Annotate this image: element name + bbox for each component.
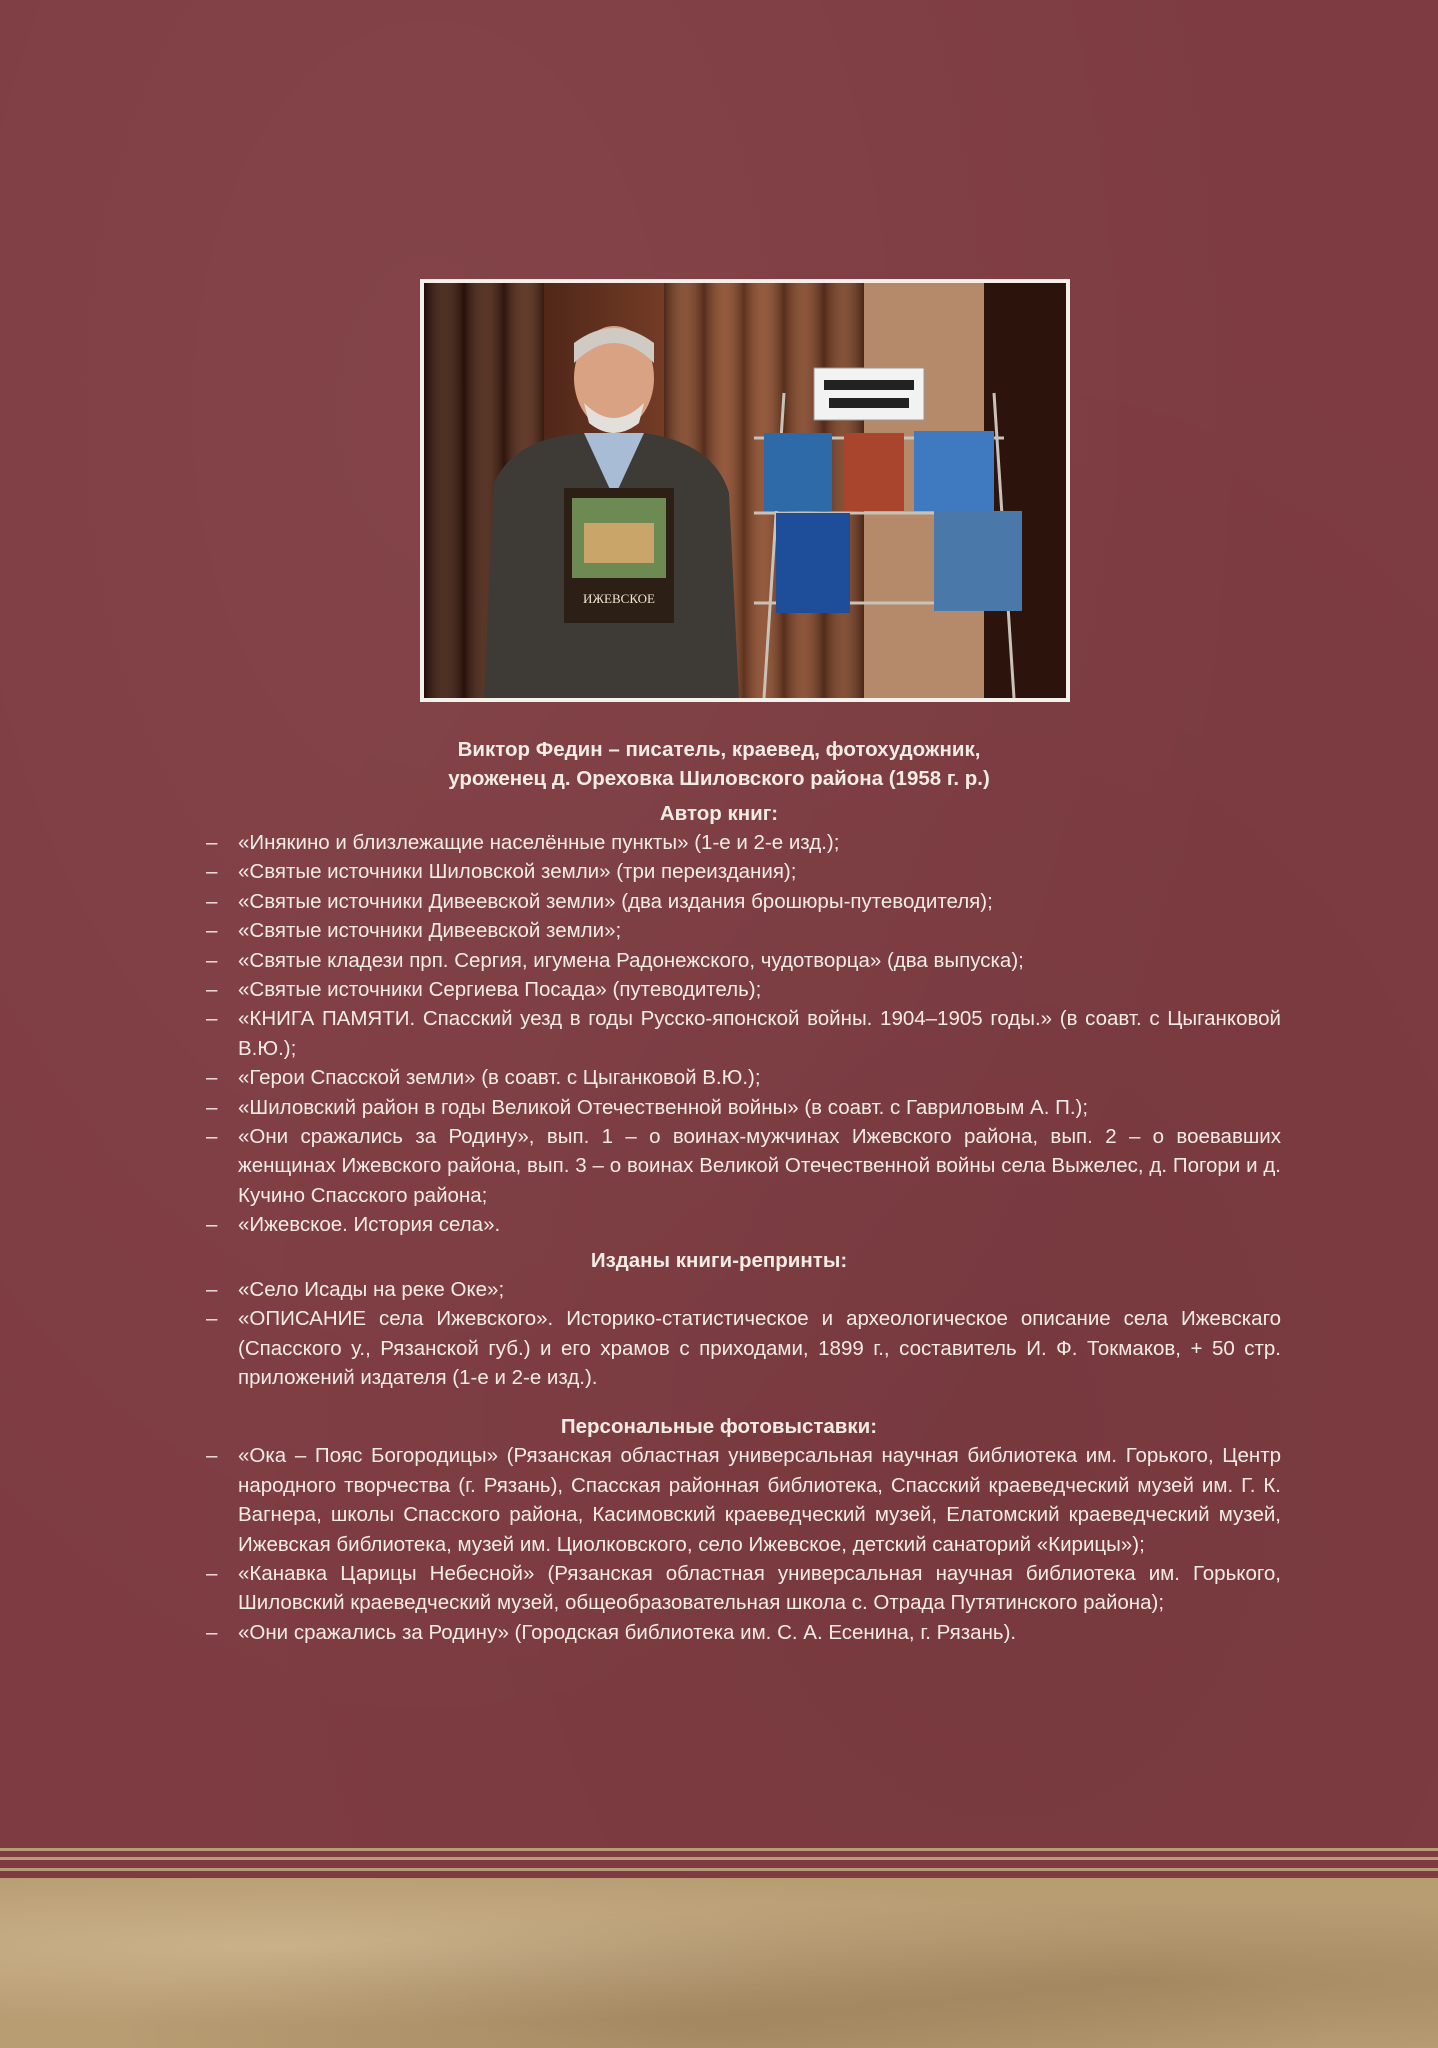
reprints-title: Изданы книги-репринты:: [590, 1248, 848, 1272]
author-photo-illustration: [424, 283, 1066, 698]
book-cover: [776, 513, 850, 613]
list-item: – «Святые источники Сергиева Посада» (путеводитель);: [206, 978, 762, 1002]
list-item: – «Канавка Царицы Небесной» (Рязанская областная универсальная научная библиотека им. Горького, Шиловский краеведческий музей, общеобразовательная школа с. Отрада Путятинского района);: [206, 1561, 1281, 1615]
caption-line-2: уроженец д. Ореховка Шиловского района (1958 г. р.): [448, 767, 990, 790]
footer-band: [0, 1878, 1438, 2048]
exhibitions-title: Персональные фотовыставки:: [560, 1415, 878, 1439]
list-item: – «Ижевское. История села».: [206, 1213, 501, 1237]
list-item: – «Святые источники Шиловской земли» (три переиздания);: [206, 860, 797, 884]
authored-title: Автор книг:: [659, 802, 779, 825]
list-item: – «Ока – Пояс Богородицы» (Рязанская областная универсальная научная библиотека им. Горького, Центр народного творчества (г. Рязань), Спасская районная библиотека, Спасский краеведческий музей им. Г. К. Вагнера, школы Спасского района, Касимовский краеведческий музей, Елатомский краеведческий музей, Ижевская библиотека, музей им. Циолковского, село Ижевское, детский санаторий «Кирицы»);: [206, 1444, 1281, 1556]
list-item: – «Святые источники Дивеевской земли»;: [206, 919, 622, 943]
held-book-title: ИЖЕВСКОЕ: [583, 591, 655, 606]
list-item: – «Шиловский район в годы Великой Отечественной войны» (в соавт. с Гавриловым А. П.);: [206, 1095, 1089, 1119]
list-item: – «КНИГА ПАМЯТИ. Спасский уезд в годы Русско-японской войны. 1904–1905 годы.» (в соавт. с Цыганковой В.Ю.);: [206, 1007, 1281, 1060]
list-item: – «Село Исады на реке Оке»;: [206, 1277, 505, 1301]
caption-line-1: Виктор Федин – писатель, краевед, фотохудожник,: [457, 738, 981, 761]
book-cover: [914, 431, 994, 511]
list-item: – «Они сражались за Родину», вып. 1 – о воинах-мужчинах Ижевского района, вып. 2 – о воевавших женщинах Ижевского района, вып. 3 – о воинах Великой Отечественной войны села Выжелес, д. Погори и д. Кучино Спасского района;: [206, 1125, 1281, 1207]
list-item: – «Святые источники Дивеевской земли» (два издания брошюры-путеводителя);: [206, 889, 993, 913]
exhibitions-list: [0, 1441, 1438, 1647]
author-photo: [420, 279, 1070, 702]
page-content: [0, 735, 1438, 1647]
list-item: – «Святые кладези прп. Сергия, игумена Радонежского, чудотворца» (два выпуска);: [206, 948, 1024, 972]
list-item: – «Инякино и близлежащие населённые пункты» (1-е и 2-е изд.);: [206, 831, 840, 854]
book-cover: [844, 433, 904, 511]
list-item: – «Герои Спасской земли» (в соавт. с Цыганковой В.Ю.);: [206, 1066, 761, 1090]
reprints-list: [0, 1275, 1438, 1393]
book-cover: [764, 433, 832, 511]
authored-list: [0, 828, 1438, 1240]
book-cover: [934, 511, 1022, 611]
list-item: – «ОПИСАНИЕ села Ижевского». Историко-статистическое и археологическое описание села Ижевскаго (Спасского у., Рязанской губ.) и его храмов с приходами, 1899 г., составитель И. Ф. Токмаков, + 50 стр. приложений издателя (1-е и 2-е изд.).: [206, 1307, 1281, 1389]
list-item: – «Они сражались за Родину» (Городская библиотека им. С. А. Есенина, г. Рязань).: [206, 1620, 1017, 1644]
book-sign: [814, 368, 924, 420]
